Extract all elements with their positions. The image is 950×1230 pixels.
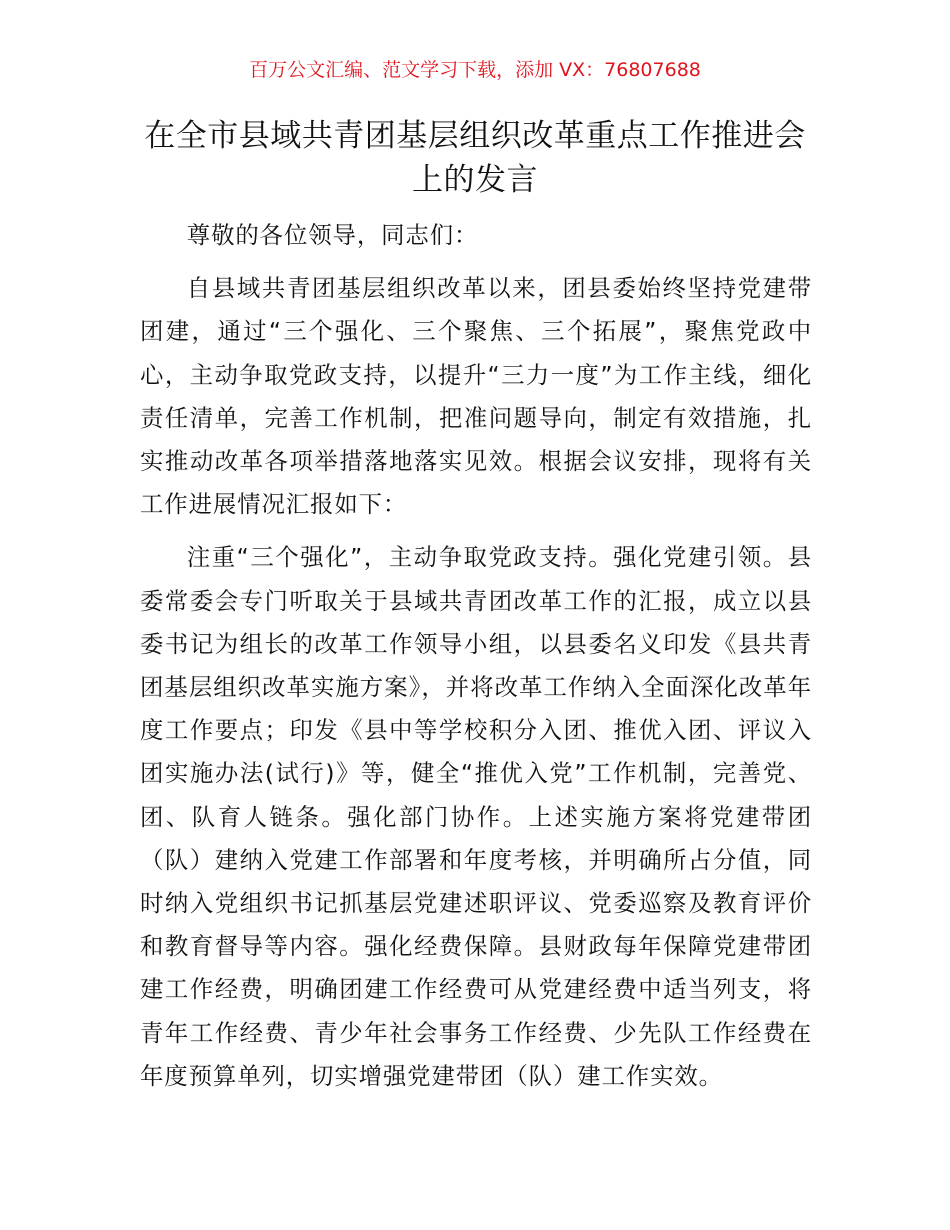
watermark-banner: 百万公文汇编、范文学习下载，添加 VX：76807688 <box>249 59 701 81</box>
document-body <box>140 214 812 1098</box>
salutation: 尊敬的各位领导，同志们： <box>186 221 479 249</box>
paragraph-three-strengthen: 注重“三个强化”，主动争取党政支持。强化党建引领。县委常委会专门听取关于县域共青团改革工作的汇报，成立以县委书记为组长的改革工作领导小组，以县委名义印发《县共青团基层组织改革实施方案》，并将改革工作纳入全面深化改革年度工作要点；印发《县中等学校积分入团、推优入团、评议入团实施办法(试行)》等，健全“推优入党”工作机制，完善党、团、队育人链条。强化部门协作。上述实施方案将党建带团（队）建纳入党建工作部署和年度考核，并明确所占分值，同时纳入党组织书记抓基层党建述职评议、党委巡察及教育评价和教育督导等内容。强化经费保障。县财政每年保障党建带团建工作经费，明确团建工作经费可从党建经费中适当列支，将青年工作经费、青少年社会事务工作经费、少先队工作经费在年度预算单列，切实增强党建带团（队）建工作实效。 <box>140 543 812 1090</box>
paragraph-intro: 自县域共青团基层组织改革以来，团县委始终坚持党建带团建，通过“三个强化、三个聚焦、三个拓展”，聚焦党政中心，主动争取党政支持，以提升“三力一度”为工作主线，细化责任清单，完善工作机制，把准问题导向，制定有效措施，扎实推动改革各项举措落地落实见效。根据会议安排，现将有关工作进展情况汇报如下： <box>140 274 812 519</box>
document-title: 在全市县域共青团基层组织改革重点工作推进会上的发言 <box>144 118 806 198</box>
